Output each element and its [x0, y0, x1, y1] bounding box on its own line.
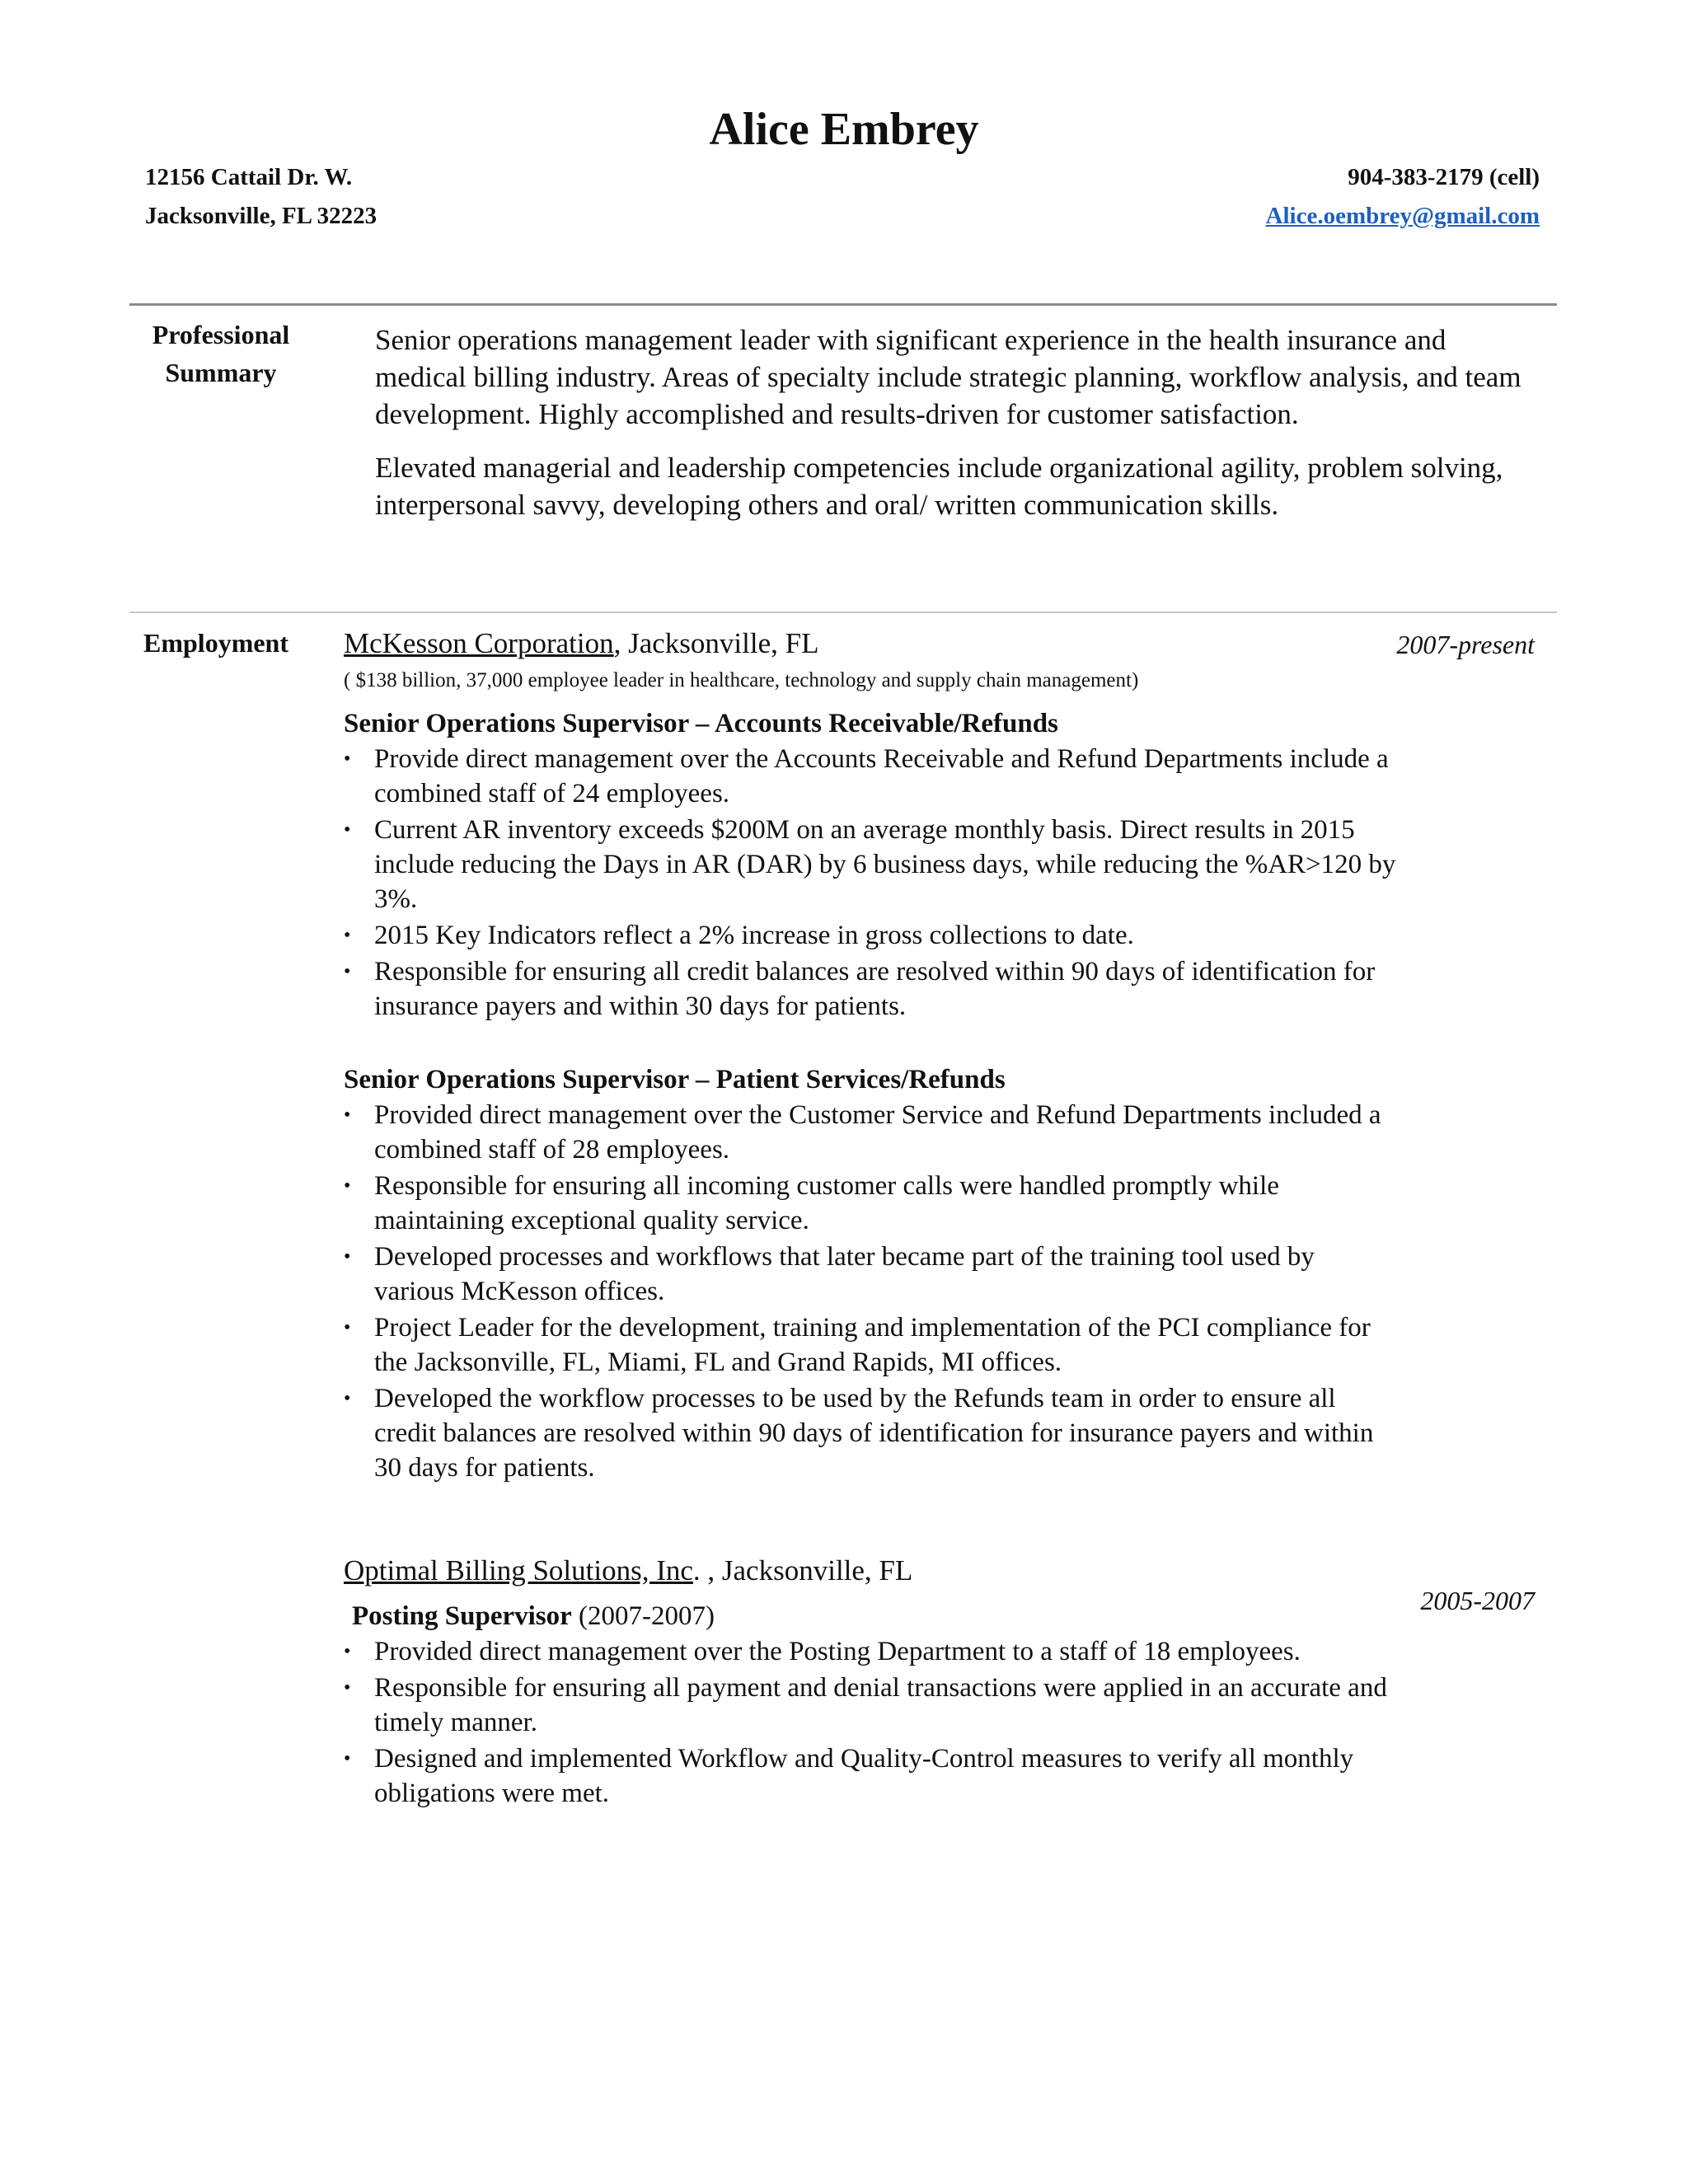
bullet-item: • Responsible for ensuring all incoming customer calls were handled promptly while maintaining exceptional quality service. — [344, 1169, 1399, 1238]
bullet-item: • Provide direct management over the Accounts Receivable and Refund Departments include a combined staff of 24 employees. — [344, 742, 1399, 811]
job-dates: 2007-present — [1396, 630, 1535, 659]
company-location: . , Jacksonville, FL — [692, 1554, 913, 1586]
summary-label — [138, 316, 303, 391]
company-location: , Jacksonville, FL — [613, 627, 819, 659]
bullet-item: • Project Leader for the development, training and implementation of the PCI compliance for the Jacksonville, FL, Miami, FL and Grand Rapids, MI offices. — [344, 1310, 1399, 1380]
summary-label-line-1: Professional — [152, 320, 290, 349]
job-entry — [344, 1552, 1399, 1812]
job-bullets — [344, 1098, 1399, 1485]
job-title-line — [344, 1598, 1399, 1634]
company-description: ( $138 billion, 37,000 employee leader in healthcare, technology and supply chain management) — [344, 669, 1139, 691]
bullet-item: • Developed processes and workflows that later became part of the training tool used by various McKesson offices. — [344, 1240, 1399, 1309]
phone-number: 904-383-2179 (cell) — [1348, 164, 1540, 190]
bullet-item: • Responsible for ensuring all credit balances are resolved within 90 days of identification for insurance payers and within 30 days for patients. — [344, 954, 1399, 1024]
job-dates: 2005-2007 — [1420, 1586, 1535, 1615]
summary-paragraph-2: Elevated managerial and leadership competencies include organizational agility, problem solving, interpersonal savvy, developing others and oral/ written communication skills. — [375, 452, 1503, 521]
address-line-1: 12156 Cattail Dr. W. — [145, 164, 353, 190]
bullet-item: • Designed and implemented Workflow and Quality-Control measures to verify all monthly obligations were met. — [344, 1741, 1399, 1811]
summary-label-line-2: Summary — [165, 358, 277, 387]
company-line — [344, 625, 1399, 663]
bullet-item: • Provided direct management over the Posting Department to a staff of 18 employees. — [344, 1634, 1399, 1669]
resume-name: Alice Embrey — [709, 104, 979, 155]
job-title: Senior Operations Supervisor – Patient Services/Refunds — [344, 1065, 1006, 1094]
job-bullets — [344, 1634, 1399, 1811]
bullet-item: • Provided direct management over the Customer Service and Refund Departments included a combined staff of 28 employees. — [344, 1098, 1399, 1167]
job-bullets — [344, 742, 1399, 1024]
bullet-item: • 2015 Key Indicators reflect a 2% increase in gross collections to date. — [344, 918, 1399, 953]
bullet-item: • Current AR inventory exceeds $200M on an average monthly basis. Direct results in 2015 include reducing the Days in AR (DAR) by 6 business days, while reducing the %AR>120 by 3%. — [344, 813, 1399, 916]
bullet-item: • Responsible for ensuring all payment and denial transactions were applied in an accurate and timely manner. — [344, 1671, 1399, 1740]
job-title: Senior Operations Supervisor – Accounts Receivable/Refunds — [344, 709, 1058, 738]
employment-label: Employment — [143, 628, 288, 658]
summary-text — [375, 321, 1529, 540]
job-title: Posting Supervisor — [352, 1601, 572, 1631]
summary-paragraph-1: Senior operations management leader with significant experience in the health insurance and medical billing industry. Areas of specialty include strategic planning, workflow analysis, and team development. Highly accomplished and results-driven for customer satisfaction. — [375, 324, 1522, 430]
company-name: Optimal Billing Solutions, Inc — [344, 1554, 693, 1586]
email-link[interactable]: Alice.oembrey@gmail.com — [1265, 203, 1540, 229]
company-name: McKesson Corporation — [344, 627, 614, 659]
job-entry — [344, 625, 1399, 1487]
summary-divider — [129, 612, 1557, 613]
company-line — [344, 1552, 1399, 1590]
bullet-item: • Developed the workflow processes to be used by the Refunds team in order to ensure all credit balances are resolved within 90 days of identification for insurance payers and within 30 days for patients. — [344, 1381, 1399, 1485]
address-line-2: Jacksonville, FL 32223 — [145, 203, 377, 229]
header-divider — [129, 303, 1557, 306]
job-title-dates: (2007-2007) — [571, 1601, 715, 1631]
